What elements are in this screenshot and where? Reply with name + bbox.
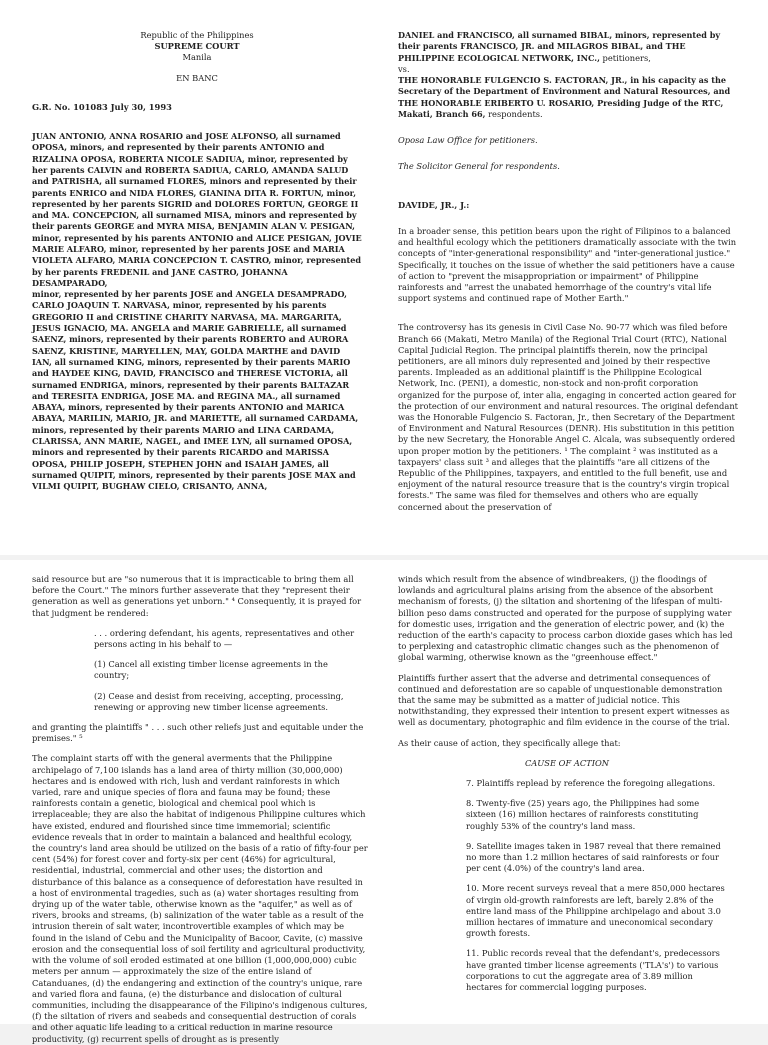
- opinion-paragraph-5: The complaint starts off with the general averments that the Philippine archipelago of 7,100 islands has a land area of thirty million (30,000,000) hectares and is endowed with rich, lush and verdant rainforests in which varied, rare and unique species of flora and fauna may be found; these rainforests contain a genetic, biological and chemical pool which is irreplaceable; they are also the habitat of indigenous Philippine cultures which have existed, endured and flourished since time immemorial; scientific evidence reveals that in order to maintain a balanced and healthful ecology, the country's land area should be utilized on the basis of a ratio of fifty-four per cent (54%) for forest cover and forty-six per cent (46%) for agricultural, residential, industrial, commercial and other uses; the distortion and disturbance of this balance as a consequence of deforestation have resulted in a host of environmental tragedies, such as (a) water shortages resulting from drying up of the water table, otherwise known as the "aquifer," as well as of rivers, brooks and streams, (b) salinization of the water table as a result of the intrusion therein of salt water, incontrovertible examples of which may be found in the island of Cebu and the Municipality of Bacoor, Cavite, (c) massive erosion and the consequential loss of soil fertility and agricultural productivity, with the volume of soil eroded estimated at one billion (1,000,000,000) cubic meters per annum — approximately the size of the entire island of Catanduanes, (d) the endangering and extinction of the country's unique, rare and varied flora and fauna, (e) the disturbance and dislocation of cultural communities, including the disappearance of the Filipino's indigenous cultures, (f) the siltation of rivers and seabeds and consequential destruction of corals and other aquatic life leading to a critical reduction in marine resource productivity, (g) recurrent spells of drought as is presently: [32, 753, 368, 1044]
- opinion-paragraph-4: and granting the plaintiffs " . . . such other reliefs just and equitable under the premises." ⁵: [32, 722, 364, 744]
- republic-line: Republic of the Philippines: [140, 30, 254, 40]
- opinion-paragraph-7: Plaintiffs further assert that the adverse and detrimental consequences of continued and deforestation are so capable of unquestionable demonstration that the same may be submitted as a matter of judicial notice. This notwithstanding, they expressed their intention to present expert witnesses as well as documentary, photographic and film evidence in the course of the trial.: [398, 672, 730, 728]
- ponente-name: DAVIDE, JR., J.:: [398, 199, 470, 210]
- page-2-right-column: [398, 574, 736, 993]
- petitioners-list-part-2: minor, represented by her parents JOSE and ANGELA DESAMPRADO, CARLO JOAQUIN T. NARVASA, minor, represented by his parents GREGORIO II and CRISTINE CHARITY NARVASA, MA. MARGARITA, JESUS IGNACIO, MA. ANGELA and MARIE GABRIELLE, all surnamed SAENZ, minors, represented by their parents ROBERTO and AURORA SAENZ, KRISTINE, MARYELLEN, MAY, GOLDA MARTHE and DAVID IAN, all surnamed KING, minors, represented by their parents MARIO and HAYDEE KING, DAVID, FRANCISCO and THERESE VICTORIA, all surnamed ENDRIGA, minors, represented by their parents BALTAZAR and TERESITA ENDRIGA, JOSE MA. and REGINA MA., all surnamed ABAYA, minors, represented by their parents ANTONIO and MARICA ABAYA, MARILIN, MARIO, JR. and MARIETTE, all surnamed CARDAMA, minors, represented by their parents MARIO and LINA CARDAMA, CLARISSA, ANN MARIE, NAGEL, and IMEE LYN, all surnamed OPOSA, minors and represented by their parents RICARDO and MARISSA OPOSA, PHILIP JOSEPH, STEPHEN JOHN and ISAIAH JAMES, all surnamed QUIPIT, minors, represented by their parents JOSE MAX and VILMI QUIPIT, BUGHAW CIELO, CRISANTO, ANNA,: [32, 289, 359, 492]
- page-2-left-column: [32, 574, 368, 1045]
- respondents-bold-text: THE HONORABLE FULGENCIO S. FACTORAN, JR., in his capacity as the Secretary of the Department of Environment and Natural Resources, and THE HONORABLE ERIBERTO U. ROSARIO, Presiding Judge of the RTC, Makati, Branch 66,: [398, 75, 731, 119]
- page-1-right-column: [398, 30, 738, 513]
- prayer-quote-item-2: (2) Cease and desist from receiving, accepting, processing, renewing or approving new timber license agreements.: [94, 690, 344, 712]
- counsel-petitioners: Oposa Law Office for petitioners.: [398, 135, 538, 146]
- opinion-paragraph-6: winds which result from the absence of windbreakers, (j) the floodings of lowlands and agricultural plains arising from the absence of the absorbent mechanism of forests, (j) the siltation and shortening of the lifespan of multi-billion peso dams constructed and operated for the purpose of supplying water for domestic uses, irrigation and the generation of electric power, and (k) the reduction of the earth's capacity to process carbon dioxide gases which has led to perplexing and catastrophic climatic changes such as the phenomenon of global warming, otherwise known as the "greenhouse effect.": [398, 574, 733, 663]
- opinion-paragraph-1: In a broader sense, this petition bears upon the right of Filipinos to a balanced and healthful ecology which the petitioners dramatically associate with the twin concepts of "inter-generational responsibility" and "inter-generational justice." Specifically, it touches on the issue of whether the said petitioners have a cause of action to "prevent the misappropriation or impairment" of Philippine rainforests and "arrest the unabated hemorrhage of the country's vital life support systems and continued rape of Mother Earth.": [398, 225, 737, 304]
- allegation-item-11: 11. Public records reveal that the defendant's, predecessors have granted timber license agreements ('TLA's') to various corporations to cut the aggregate area of 3.89 million hectares for commercial logging purposes.: [466, 948, 720, 993]
- allegation-item-7: 7. Plaintiffs replead by reference the foregoing allegations.: [466, 778, 716, 789]
- versus-label: vs.: [398, 63, 410, 74]
- allegation-item-10: 10. More recent surveys reveal that a mere 850,000 hectares of virgin old-growth rainforests are left, barely 2.8% of the entire land mass of the Philippine archipelago and about 3.0 million hectares of immature and uneconomical secondary growth forests.: [466, 883, 725, 939]
- case-number: G.R. No. 101083 July 30, 1993: [32, 101, 172, 112]
- court-city: Manila: [182, 52, 212, 63]
- respondents-label: respondents.: [485, 108, 543, 119]
- page-1-left-column: [32, 30, 362, 493]
- cause-of-action-heading: CAUSE OF ACTION: [524, 757, 610, 768]
- allegation-item-8: 8. Twenty-five (25) years ago, the Philippines had some sixteen (16) million hectares of rainforests constituting roughly 53% of the country's land mass.: [466, 798, 700, 831]
- petitioners-label: petitioners,: [599, 52, 651, 63]
- court-name: SUPREME COURT: [154, 41, 240, 52]
- petitioners-bold-text: DANIEL and FRANCISCO, all surnamed BIBAL, minors, represented by their parents FRANCISCO, JR. and MILAGROS BIBAL, and THE PHILIPPINE ECOLOGICAL NETWORK, INC.,: [398, 30, 721, 63]
- page-2: [0, 560, 768, 1044]
- en-banc-label: EN BANC: [176, 72, 218, 83]
- counsel-respondents: The Solicitor General for respondents.: [398, 161, 560, 172]
- petitioners-list-part-1: JUAN ANTONIO, ANNA ROSARIO and JOSE ALFONSO, all surnamed OPOSA, minors, and represented by their parents ANTONIO and RIZALINA OPOSA, ROBERTA NICOLE SADIUA, minor, represented by her parents CALVIN and ROBERTA SADIUA, CARLO, AMANDA SALUD and PATRISHA, all surnamed FLORES, minors and represented by their parents ENRICO and NIDA FLORES, GIANINA DITA R. FORTUN, minor, represented by her parents SIGRID and DOLORES FORTUN, GEORGE II and MA. CONCEPCION, all surnamed MISA, minors and represented by their parents GEORGE and MYRA MISA, BENJAMIN ALAN V. PESIGAN, minor, represented by his parents ANTONIO and ALICE PESIGAN, JOVIE MARIE ALFARO, minor, represented by her parents JOSE and MARIA VIOLETA ALFARO, MARIA CONCEPCION T. CASTRO, minor, represented by her parents FREDENIL and JANE CASTRO, JOHANNA DESAMPARADO,: [32, 131, 362, 288]
- prayer-quote-intro: . . . ordering defendant, his agents, representatives and other persons acting in his behalf to —: [94, 627, 355, 650]
- prayer-quote-item-1: (1) Cancel all existing timber license agreements in the country;: [94, 659, 328, 681]
- opinion-paragraph-3: said resource but are "so numerous that it is impracticable to bring them all before the Court." The minors further asseverate that they "represent their generation as well as generations yet unborn." ⁴ Consequently, it is prayed for that judgment be rendered:: [32, 574, 362, 618]
- petitioners-list-part-3: [398, 30, 738, 64]
- allegation-item-9: 9. Satellite images taken in 1987 reveal that there remained no more than 1.2 million hectares of said rainforests or four per cent (4.0%) of the country's land area.: [466, 840, 721, 874]
- opinion-paragraph-8: As their cause of action, they specifically allege that:: [398, 737, 621, 748]
- respondents-block: [398, 75, 738, 120]
- opinion-paragraph-2: The controversy has its genesis in Civil Case No. 90-77 which was filed before Branch 66 (Makati, Metro Manila) of the Regional Trial Court (RTC), National Capital Judicial Region. The principal plaintiffs therein, now the principal petitioners, are all minors duly represented and joined by their respective parents. Impleaded as an additional plaintiff is the Philippine Ecological Network, Inc. (PENI), a domestic, non-stock and non-profit corporation organized for the purpose of, inter alia, engaging in concerted action geared for the protection of our environment and natural resources. The original defendant was the Honorable Fulgencio S. Factoran, Jr., then Secretary of the Department of Environment and Natural Resources (DENR). His substitution in this petition by the new Secretary, the Honorable Angel C. Alcala, was subsequently ordered upon proper motion by the petitioners. ¹ The complaint ² was instituted as a taxpayers' class suit ³ and alleges that the plaintiffs "are all citizens of the Republic of the Philippines, taxpayers, and entitled to the full benefit, use and enjoyment of the natural resource treasure that is the country's virgin tropical forests." The same was filed for themselves and others who are equally concerned about the preservation of: [398, 322, 738, 512]
